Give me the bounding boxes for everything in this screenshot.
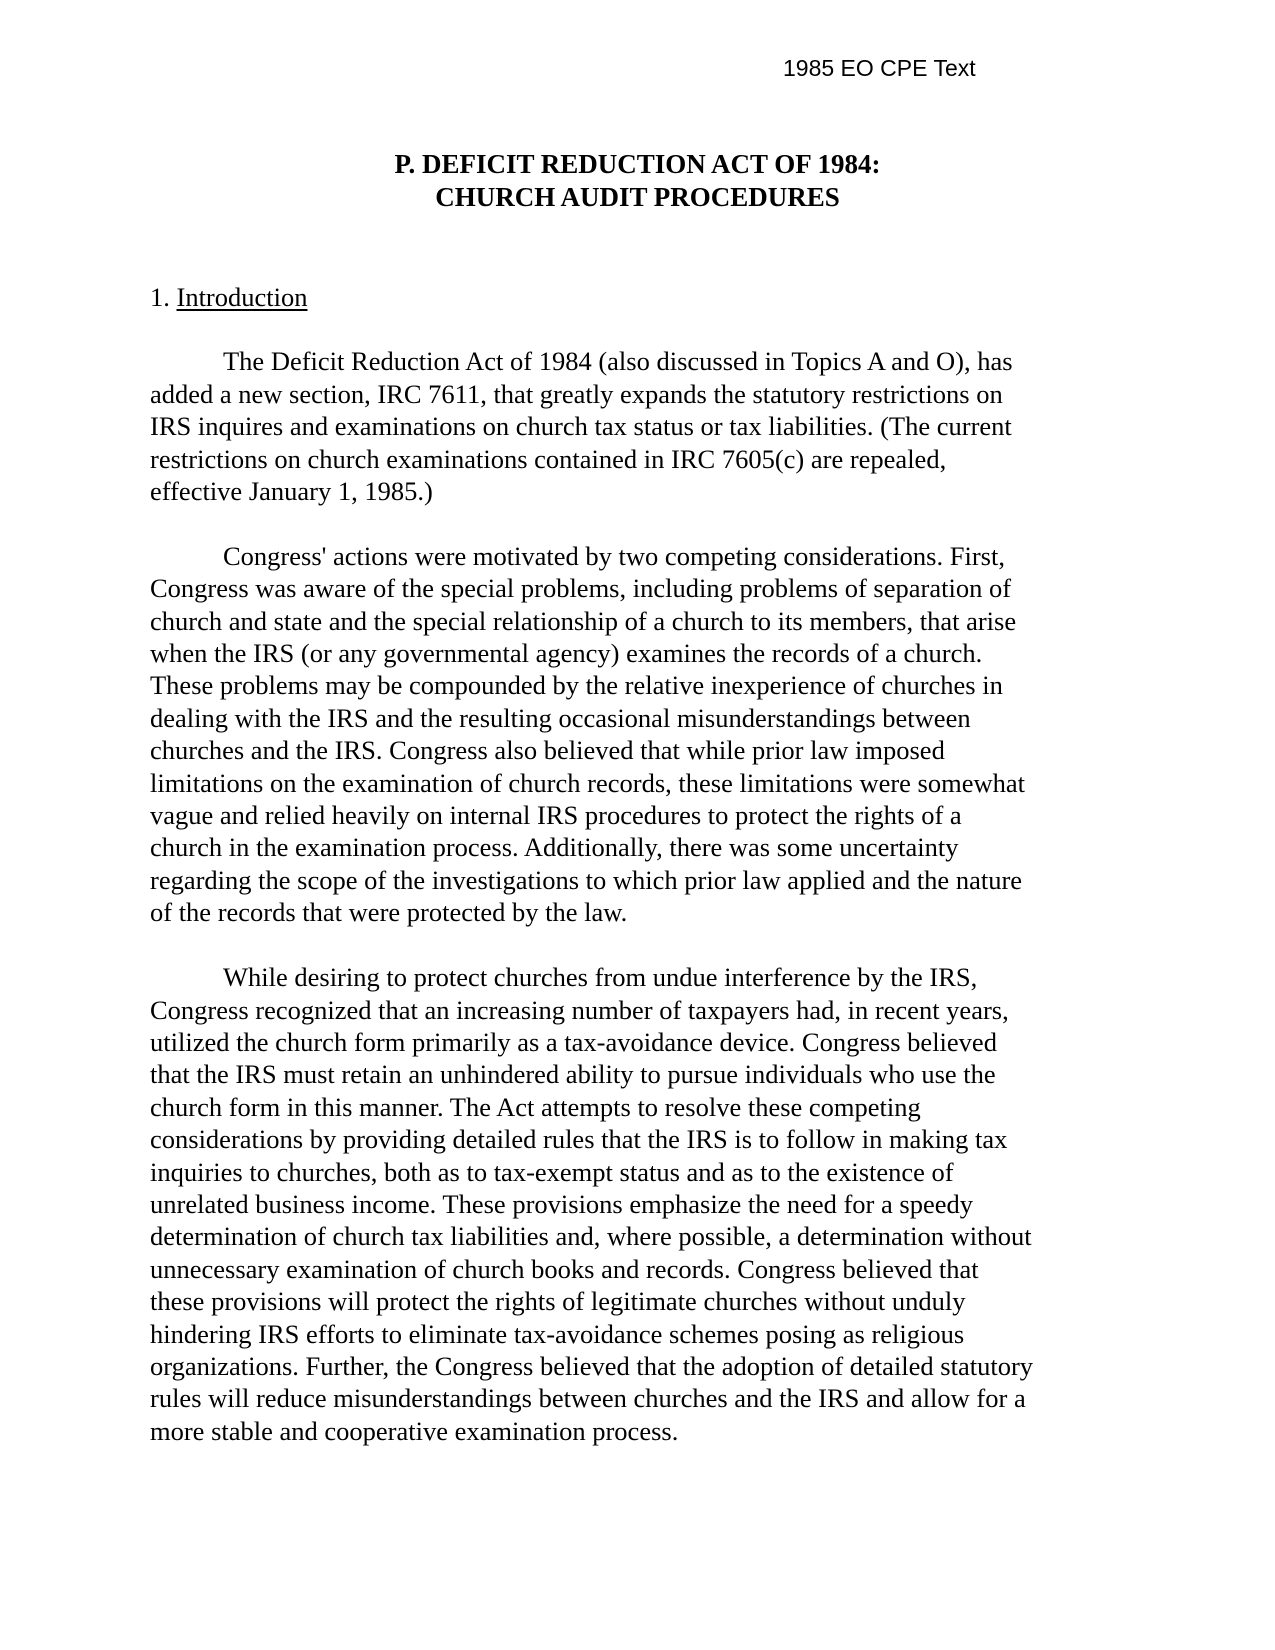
document-body (150, 281, 1130, 1480)
paragraph-1 (150, 345, 1130, 507)
text-line: when the IRS (or any governmental agency) examines the records of a church. (150, 638, 983, 669)
text-line: church form in this manner. The Act attempts to resolve these competing (150, 1091, 921, 1122)
text-line: inquiries to churches, both as to tax-exempt status and as to the existence of (150, 1156, 954, 1187)
text-line: regarding the scope of the investigations to which prior law applied and the nature (150, 864, 1023, 895)
paragraph-2 (150, 540, 1130, 929)
paragraph-3 (150, 961, 1130, 1447)
text-line: hindering IRS efforts to eliminate tax-avoidance schemes posing as religious (150, 1318, 965, 1349)
text-line: effective January 1, 1985.) (150, 476, 433, 507)
text-line: While desiring to protect churches from undue interference by the IRS, (223, 962, 978, 993)
text-line: unrelated business income. These provisions emphasize the need for a speedy (150, 1188, 973, 1219)
text-line: determination of church tax liabilities and, where possible, a determination without (150, 1221, 1032, 1252)
text-line: that the IRS must retain an unhindered ability to pursue individuals who use the (150, 1059, 996, 1090)
text-line: limitations on the examination of church records, these limitations were somewhat (150, 767, 1026, 798)
text-line: The Deficit Reduction Act of 1984 (also discussed in Topics A and O), has (223, 346, 1013, 377)
text-line: these provisions will protect the rights of legitimate churches without unduly (150, 1286, 966, 1317)
running-header: 1985 EO CPE Text (783, 55, 976, 81)
text-line: Congress' actions were motivated by two competing considerations. First, (223, 540, 1005, 571)
section-heading (150, 281, 1130, 313)
text-line: IRS inquires and examinations on church tax status or tax liabilities. (The current (150, 411, 1012, 442)
text-line: added a new section, IRC 7611, that greatly expands the statutory restrictions on (150, 378, 1003, 409)
text-line: considerations by providing detailed rules that the IRS is to follow in making tax (150, 1124, 1008, 1155)
text-line: These problems may be compounded by the relative inexperience of churches in (150, 670, 1003, 701)
text-line: organizations. Further, the Congress believed that the adoption of detailed statutory (150, 1350, 1034, 1381)
text-line: restrictions on church examinations contained in IRC 7605(c) are repealed, (150, 443, 947, 474)
text-line: utilized the church form primarily as a tax-avoidance device. Congress believed (150, 1026, 997, 1057)
text-line: rules will reduce misunderstandings between churches and the IRS and allow for a (150, 1383, 1026, 1414)
title-line-1: P. DEFICIT REDUCTION ACT OF 1984: (394, 149, 881, 179)
title-line-2: CHURCH AUDIT PROCEDURES (435, 182, 840, 212)
text-line: unnecessary examination of church books and records. Congress believed that (150, 1253, 979, 1284)
text-line: Congress recognized that an increasing number of taxpayers had, in recent years, (150, 994, 1009, 1025)
document-title (0, 148, 1275, 214)
text-line: dealing with the IRS and the resulting occasional misunderstandings between (150, 702, 971, 733)
section-label: Introduction (176, 282, 308, 312)
text-line: Congress was aware of the special problems, including problems of separation of (150, 573, 1012, 604)
text-line: church in the examination process. Additionally, there was some uncertainty (150, 832, 959, 863)
text-line: churches and the IRS. Congress also believed that while prior law imposed (150, 735, 945, 766)
text-line: vague and relied heavily on internal IRS procedures to protect the rights of a (150, 800, 962, 831)
text-line: more stable and cooperative examination process. (150, 1415, 679, 1446)
section-number: 1. (150, 282, 170, 312)
text-line: church and state and the special relationship of a church to its members, that arise (150, 605, 1017, 636)
text-line: of the records that were protected by the law. (150, 897, 628, 928)
